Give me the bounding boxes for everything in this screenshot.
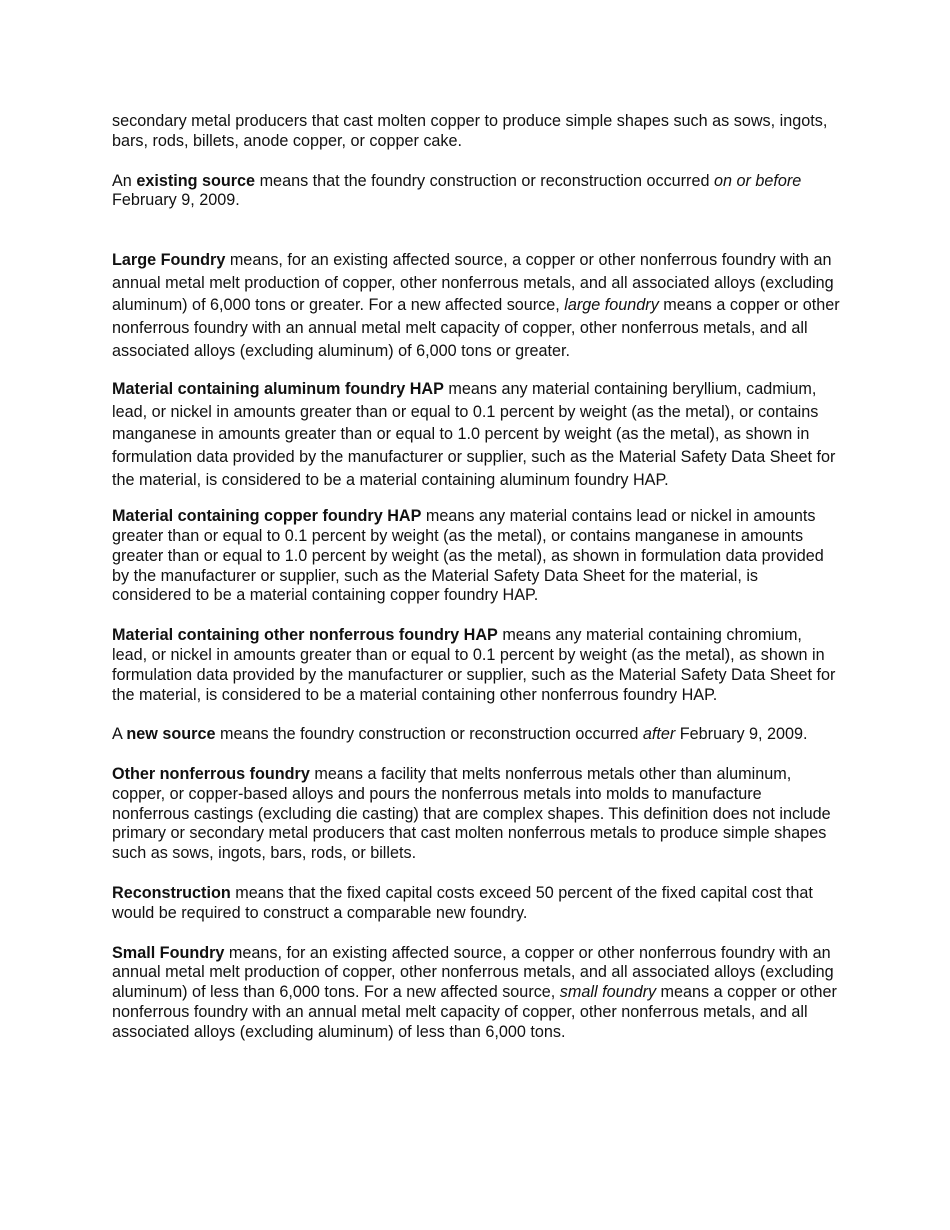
paragraph-aluminum-hap: [112, 378, 840, 491]
defined-term: Other nonferrous foundry: [112, 765, 310, 784]
definition-text: means any material contains lead or nickel in amounts greater than or equal to 0.1 percent by weight (as the metal), or contains manganese in amounts greater than or equal to 1.0 percent by weight (as the metal), as shown in formulation data provided by the manufacturer or supplier, such as the Material Safety Data Sheet for the material, is considered to be a material containing copper foundry HAP.: [112, 507, 824, 605]
defined-term: existing source: [136, 171, 256, 190]
paragraph-reconstruction: [112, 884, 840, 924]
paragraph-existing-source: [112, 172, 840, 212]
defined-term: Material containing copper foundry HAP: [112, 507, 422, 526]
definition-text: means a facility that melts nonferrous metals other than aluminum, copper, or copper-based alloys and pours the nonferrous metals into molds to manufacture nonferrous castings (excluding die casting) that are complex shapes. This definition does not include primary or secondary metal producers that cast molten nonferrous metals to produce simple shapes such as sows, ingots, bars, rods, or billets.: [112, 765, 831, 863]
paragraph-copper-hap: [112, 507, 840, 606]
definition-text: February 9, 2009.: [675, 725, 808, 744]
paragraph-small-foundry: [112, 944, 840, 1043]
paragraph-secondary-producers: [112, 112, 840, 152]
definition-text: secondary metal producers that cast molten copper to produce simple shapes such as sows, ingots, bars, rods, billets, anode copper, or copper cake.: [112, 112, 828, 150]
definition-text: means the foundry construction or reconstruction occurred: [215, 725, 643, 744]
defined-term: Material containing other nonferrous foundry HAP: [112, 626, 498, 645]
definition-text: means that the fixed capital costs exceed 50 percent of the fixed capital cost that would be required to construct a comparable new foundry.: [112, 884, 813, 922]
document-page: [112, 112, 840, 1063]
paragraph-new-source: [112, 725, 840, 745]
definition-text: means, for an existing affected source, a copper or other nonferrous foundry with an annual metal melt production of copper, other nonferrous metals, and all associated alloys (excluding aluminum) of less than 6,000 tons. For a new affected source,: [112, 943, 834, 1002]
emphasis-text: on or before: [713, 171, 802, 190]
definition-text: means a copper or other nonferrous foundry with an annual metal melt capacity of copper, other nonferrous metals, and all associated alloys (excluding aluminum) of 6,000 tons or greater.: [112, 296, 840, 360]
definition-text: means any material containing beryllium, cadmium, lead, or nickel in amounts greater than or equal to 0.1 percent by weight (as the metal), or contains manganese in amounts greater than or equal to 1.0 percent by weight (as the metal), as shown in formulation data provided by the manufacturer or supplier, such as the Material Safety Data Sheet for the material, is considered to be a material containing aluminum foundry HAP.: [112, 380, 836, 489]
paragraph-large-foundry: [112, 249, 840, 362]
defined-term: Large Foundry: [112, 251, 226, 270]
defined-term: Reconstruction: [112, 884, 231, 903]
emphasis-text: after: [642, 725, 676, 744]
text-run: A: [112, 725, 127, 744]
defined-term: Small Foundry: [112, 943, 225, 962]
definition-text: means any material containing chromium, lead, or nickel in amounts greater than or equal to 0.1 percent by weight (as the metal), as shown in formulation data provided by the manufacturer or supplier, such as the Material Safety Data Sheet for the material, is considered to be a material containing other nonferrous foundry HAP.: [112, 626, 836, 704]
definition-text: means a copper or other nonferrous foundry with an annual metal melt capacity of copper, other nonferrous metals, and all associated alloys (excluding aluminum) of less than 6,000 tons.: [112, 983, 837, 1041]
paragraph-other-nonferrous-foundry: [112, 765, 840, 864]
paragraph-nonferrous-hap: [112, 626, 840, 705]
emphasis-text: large foundry: [564, 296, 659, 315]
definition-text: February 9, 2009.: [112, 191, 240, 210]
definition-text: means that the foundry construction or reconstruction occurred: [255, 171, 714, 190]
text-run: An: [112, 171, 137, 190]
emphasis-text: small foundry: [559, 983, 657, 1002]
definition-text: means, for an existing affected source, a copper or other nonferrous foundry with an annual metal melt production of copper, other nonferrous metals, and all associated alloys (excluding aluminum) of 6,000 tons or greater. For a new affected source,: [112, 251, 834, 315]
defined-term: new source: [126, 725, 216, 744]
defined-term: Material containing aluminum foundry HAP: [112, 380, 444, 399]
